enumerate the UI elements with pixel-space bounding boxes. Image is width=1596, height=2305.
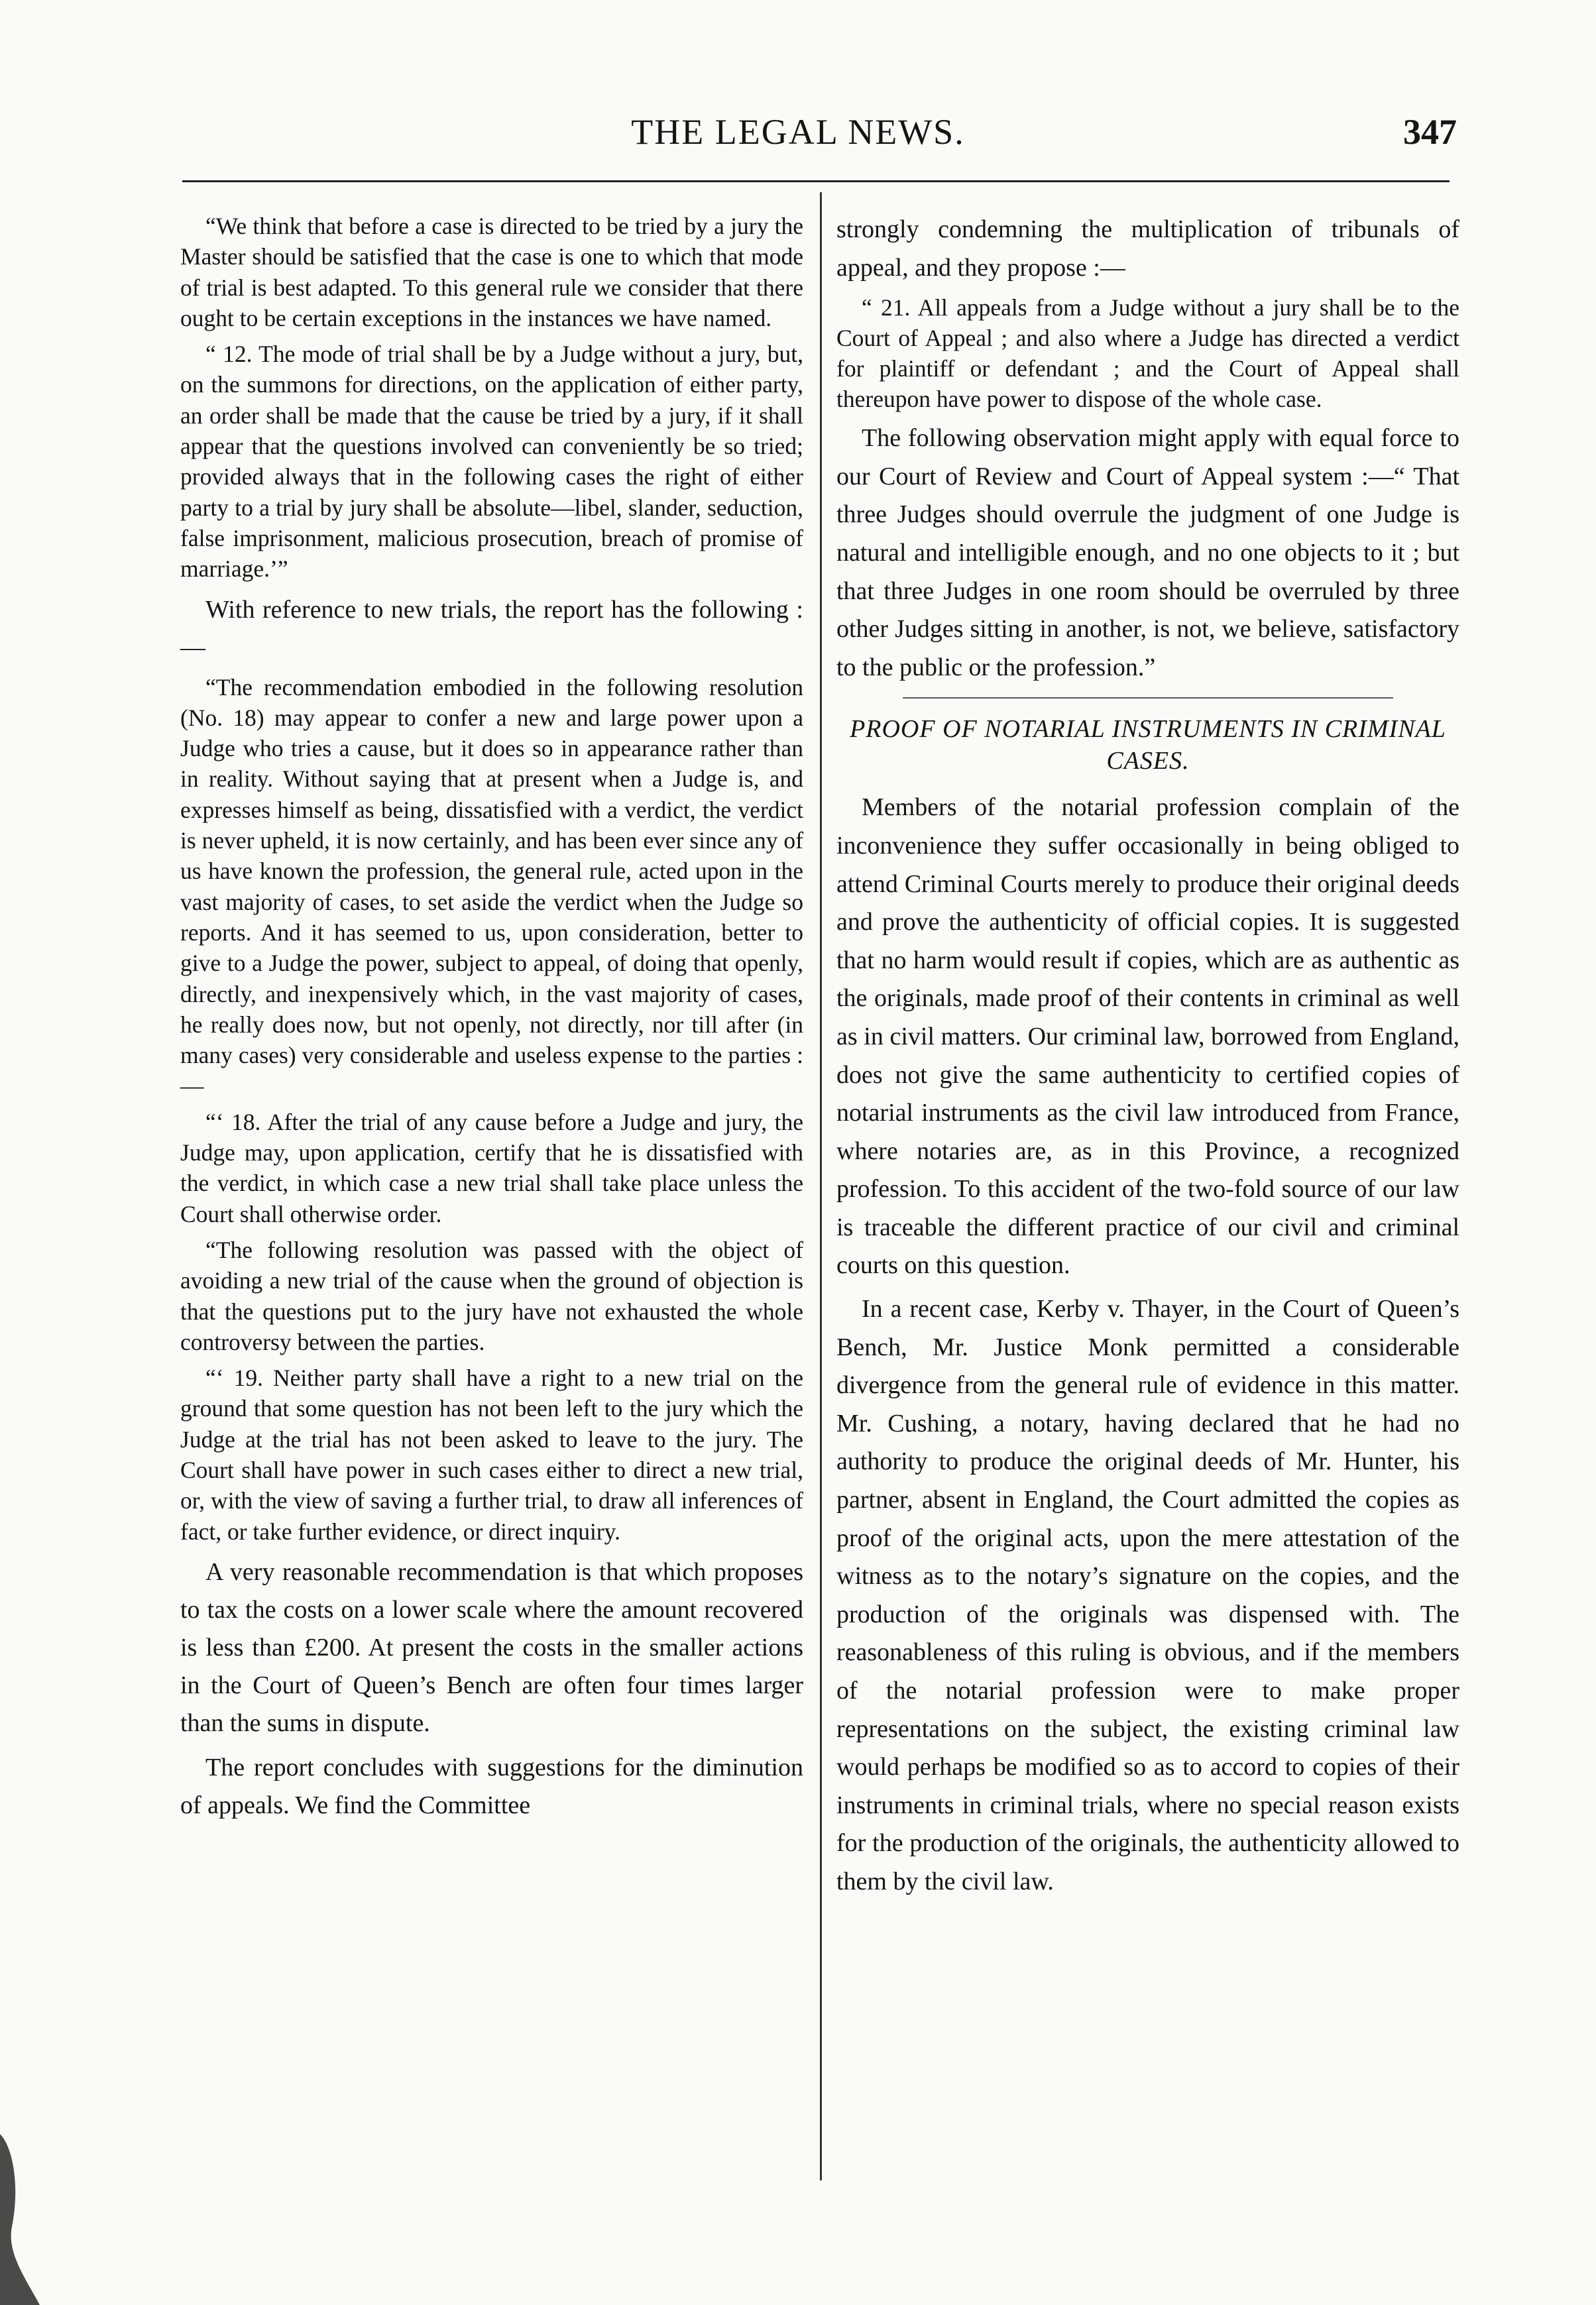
section-divider	[903, 697, 1393, 699]
paragraph-costs: A very reasonable recommendation is that which proposes to tax the costs on a lower scale where the amount recovered is less than £200. At present the costs in the smaller actions in the Court of Queen’s Bench are often four times larger than the sums in dispute.	[180, 1557, 803, 1737]
paragraph-resolution-12: “ 12. The mode of trial shall be by a Judge without a jury, but, on the summons for directions, on the application of either party, an order shall be made that the cause be tried by a jury, if it shall appear that the questions involved can conveniently be so tried; provided always that in the following cases the right of either party to a trial by jury shall be absolute—libel, slander, seduction, false imprisonment, malicious prosecution, breach of promise of marriage.’”	[180, 341, 803, 583]
page-edge-smudge	[0, 2108, 46, 2305]
paragraph-continuation: strongly condemning the multiplication of tribunals of appeal, and they propose :—	[836, 215, 1459, 282]
paragraph-recommendation-18: “The recommendation embodied in the following resolution (No. 18) may appear to confer a new and large power upon a Judge who tries a cause, but it does so in appearance rather than in reality. Without saying that at present when a Judge is, and expresses himself as being, dissatisfied with a verdict, the verdict is never upheld, it is now certainly, and has been ever since any of us have known the profession, the general rule, acted upon in the vast majority of cases, to set aside the verdict when the Judge so reports. And it has seemed to us, upon consideration, better to give to a Judge the power, subject to appeal, of doing that openly, directly, and inexpensively which, in the vast majority of cases, he really does now, but not openly, not directly, nor till after (in many cases) very considerable and useless expense to the parties :—	[180, 673, 803, 1099]
paragraph-kerby-case: In a recent case, Kerby v. Thayer, in the Court of Queen’s Bench, Mr. Justice Monk permitted a considerable divergence from the general rule of evidence in this matter. Mr. Cushing, a notary, having declared that he had no authority to produce the original deeds of Mr. Hunter, his partner, absent in England, the Court admitted the copies as proof of the original acts, upon the mere attestation of the witness as to the notary’s signature on the copies, and the production of the originals was dispensed with. The reasonableness of this ruling is obvious, and if the members of the notarial profession were to make proper representations on the subject, the existing criminal law would perhaps be modified so as to accord to copies of their instruments in criminal trials, where no special reason exists for the production of the originals, the authenticity allowed to them by the civil law.	[836, 1295, 1459, 1895]
page-title: THE LEGAL NEWS.	[631, 112, 965, 152]
column-divider	[820, 192, 822, 2180]
paragraph-observation: The following observation might apply with equal force to our Court of Review and Court of Appeal system :—“ That three Judges should overrule the judgment of one Judge is natural and intelligible enough, and no one objects to it ; but that three Judges in one room should be overruled by three other Judges sitting in another, is not, we believe, satisfactory to the public or the profession.”	[836, 424, 1459, 681]
paragraph-resolution-19: “‘ 19. Neither party shall have a right to a new trial on the ground that some question has not been left to the jury which the Judge at the trial has not been asked to leave to the jury. The Court shall have power in such cases either to direct a new trial, or, with the view of saving a further trial, to draw all inferences of fact, or take further evidence, or direct inquiry.	[180, 1365, 803, 1545]
page-number: 347	[1403, 112, 1457, 152]
left-column	[180, 211, 803, 1830]
paragraph-appeals-intro: The report concludes with suggestions for the diminution of appeals. We find the Committee	[180, 1753, 803, 1819]
paragraph-notarial-complaint: Members of the notarial profession complain of the inconvenience they suffer occasionally in being obliged to attend Criminal Courts merely to produce their original deeds and prove the authenticity of official copies. It is suggested that no harm would result if copies, which are as authentic as the originals, made proof of their contents in criminal as well as in civil matters. Our criminal law, borrowed from England, does not give the same authenticity to certified copies of notarial instruments as the civil law introduced from France, where notaries are, as in this Province, a recognized profession. To this accident of the two-fold source of our law is traceable the different practice of our civil and criminal courts on this question.	[836, 793, 1459, 1280]
paragraph-following-resolution: “The following resolution was passed with the object of avoiding a new trial of the cause when the ground of objection is that the questions put to the jury have not exhausted the whole controversy between the parties.	[180, 1236, 803, 1355]
header-rule	[182, 180, 1450, 182]
paragraph-quote-master: “We think that before a case is directed to be tried by a jury the Master should be satisfied that the case is one to which that mode of trial is best adapted. To this general rule we consider that there ought to be certain exceptions in the instances we have named.	[180, 213, 803, 331]
paragraph-resolution-18: “‘ 18. After the trial of any cause before a Judge and jury, the Judge may, upon application, certify that he is dissatisfied with the verdict, in which case a new trial shall take place unless the Court shall otherwise order.	[180, 1108, 803, 1227]
paragraph-new-trials-intro: With reference to new trials, the report has the following :—	[180, 595, 803, 661]
paragraph-resolution-21: “ 21. All appeals from a Judge without a jury shall be to the Court of Appeal ; and also where a Judge has directed a verdict for plaintiff or defendant ; and the Court of Appeal shall thereupon have power to dispose of the whole case.	[836, 294, 1459, 413]
right-column	[836, 211, 1459, 1907]
section-heading: PROOF OF NOTARIAL INSTRUMENTS IN CRIMINAL CASES.	[850, 715, 1446, 775]
